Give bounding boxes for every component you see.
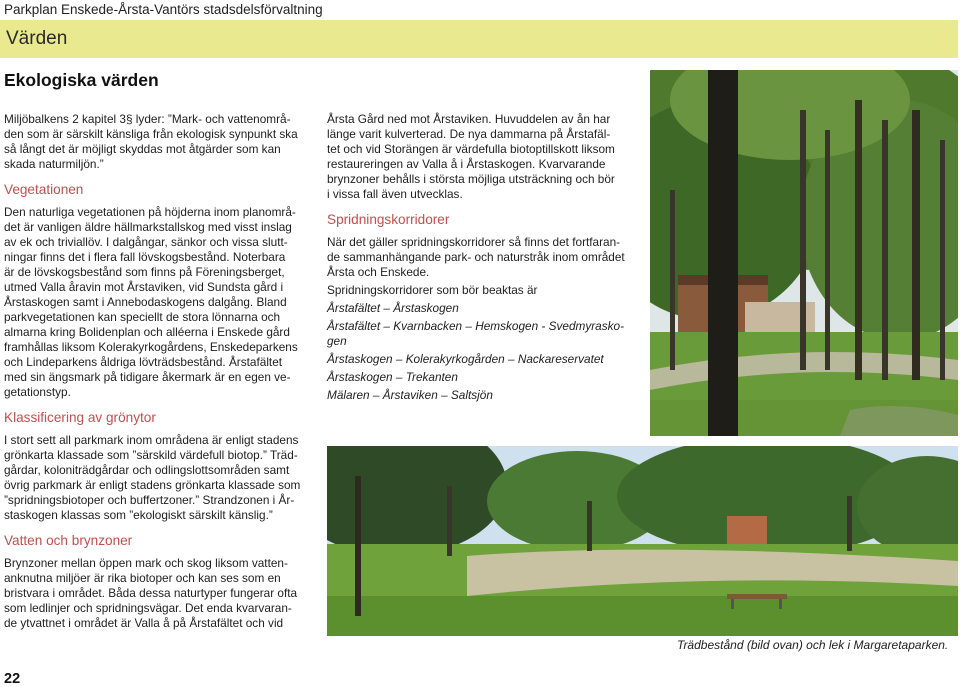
corridor-item: Mälaren – Årstaviken – Saltsjön bbox=[327, 388, 493, 402]
corridor-item: Årstafältet – Kvarnbacken – Hemskogen - Svedmyrasko- bbox=[327, 319, 625, 333]
text-line: länge varit kulverterad. De nya dammarna på Årstafäl- bbox=[327, 127, 611, 141]
text-line: gårdar, koloniträdgårdar och odlingslottsområden samt bbox=[4, 463, 290, 477]
text-line: ningar finns det i flera fall lövskogsbestånd. Noterbara bbox=[4, 250, 286, 264]
text-line: almarna kring Bolidenplan och alléerna i Enskede gård bbox=[4, 325, 290, 339]
text-line: utmed Valla åravin mot Årstaviken, vid Sundsta gård i bbox=[4, 280, 284, 294]
text-line: Brynzoner mellan öppen mark och skog liksom vatten- bbox=[4, 556, 288, 570]
section-title: Ekologiska värden bbox=[4, 70, 159, 90]
corridor-item: gen bbox=[327, 334, 347, 348]
corridor-item: Årstaskogen – Trekanten bbox=[327, 370, 458, 384]
text-line: tet och vid Storängen är värdefulla biotoptillskott liksom bbox=[327, 142, 615, 156]
text-line: av ek och triviallöv. I dalgångar, sänkor och vissa slutt- bbox=[4, 235, 288, 249]
text-line: brynzoner behålls i största möjliga utsträckning och bör bbox=[327, 172, 615, 186]
text-line: och Lindeparkens åldriga lövträdsbestånd. Årstafältet bbox=[4, 355, 283, 369]
text-line: Den naturliga vegetationen på höjderna inom planområ- bbox=[4, 205, 296, 219]
corridor-item: Årstaskogen – Kolerakyrkogården – Nackareservatet bbox=[327, 352, 604, 366]
text-line: Miljöbalkens 2 kapitel 3§ lyder: ”Mark- och vattenområ- bbox=[4, 112, 291, 126]
vegetation-paragraph bbox=[4, 205, 312, 400]
vegetation-heading: Vegetationen bbox=[4, 182, 84, 197]
text-line: Årsta och Enskede. bbox=[327, 265, 430, 279]
document-header: Parkplan Enskede-Årsta-Vantörs stadsdelsförvaltning bbox=[4, 2, 323, 17]
text-line: med sin ängsmark på tidigare åkermark är en egen ve- bbox=[4, 370, 291, 384]
corridors-paragraph bbox=[327, 235, 639, 280]
water-paragraph bbox=[4, 556, 312, 631]
corridors-list bbox=[327, 301, 639, 403]
text-line: så långt det är möjligt skyddas mot åtgärder som kan bbox=[4, 142, 281, 156]
text-line: det är vanligen äldre hällmarkstallskog med visst inslag bbox=[4, 220, 292, 234]
text-line: bristvara i området. Båda dessa naturtyper fungerar ofta bbox=[4, 586, 298, 600]
text-line: Årsta Gård ned mot Årstaviken. Huvuddelen av ån har bbox=[327, 112, 611, 126]
classification-heading: Klassificering av grönytor bbox=[4, 410, 156, 425]
chapter-band bbox=[0, 20, 958, 58]
text-line: framhållas liksom Kolerakyrkogårdens, Enskedeparkens bbox=[4, 340, 298, 354]
left-column bbox=[4, 112, 312, 631]
text-line: den som är särskilt känsliga från ekologisk synpunkt ska bbox=[4, 127, 298, 141]
text-line: ”spridningsbiotoper och buffertzoner.” Strandzonen i År- bbox=[4, 493, 295, 507]
middle-column bbox=[327, 112, 639, 403]
text-line: När det gäller spridningskorridorer så finns det fortfaran- bbox=[327, 235, 621, 249]
text-line: Årstaskogen samt i Annebodaskogens dalgång. Bland bbox=[4, 295, 287, 309]
text-line: de sammanhängande park- och naturstråk inom området bbox=[327, 250, 625, 264]
tree-stand-photo bbox=[650, 70, 958, 436]
page-number: 22 bbox=[4, 671, 21, 687]
intro-paragraph bbox=[4, 112, 312, 172]
classification-paragraph bbox=[4, 433, 312, 523]
text-line: I stort sett all parkmark inom områdena är enligt stadens bbox=[4, 433, 299, 447]
chapter-title: Värden bbox=[6, 28, 68, 49]
text-line: som ledlinjer och spridningsvägar. Det enda kvarvaran- bbox=[4, 601, 292, 615]
text-line: i vissa fall även utvecklas. bbox=[327, 187, 463, 201]
text-line: staskogen klassas som ”ekologiskt särskilt känslig.” bbox=[4, 508, 273, 522]
text-line: grönkarta klassade som ”särskild värdefull biotop.” Träd- bbox=[4, 448, 298, 462]
text-line: parkvegetationen kan speciellt de stora lönnarna och bbox=[4, 310, 281, 324]
text-line: restaureringen av Valla å i Årstaskogen. Kvarvarande bbox=[327, 157, 606, 171]
corridors-intro: Spridningskorridorer som bör beaktas är bbox=[327, 283, 538, 297]
water-heading: Vatten och brynzoner bbox=[4, 533, 133, 548]
text-line: övrig parkmark är enligt stadens grönkarta klassade som bbox=[4, 478, 301, 492]
text-line: är de lövskogsbestånd som finns på Föreningsberget, bbox=[4, 265, 285, 279]
text-line: anknutna miljöer är rika biotoper och kan ses som en bbox=[4, 571, 281, 585]
corridor-item: Årstafältet – Årstaskogen bbox=[327, 301, 459, 315]
text-line: getationstyp. bbox=[4, 385, 71, 399]
text-line: skada naturmiljön.” bbox=[4, 157, 104, 171]
margaretaparken-photo bbox=[327, 446, 958, 636]
text-line: de ytvattnet i området är Valla å på Årstafältet och vid bbox=[4, 616, 284, 630]
continued-paragraph bbox=[327, 112, 639, 202]
photo-caption: Trädbestånd (bild ovan) och lek i Margaretaparken. bbox=[677, 638, 949, 652]
corridors-heading: Spridningskorridorer bbox=[327, 212, 450, 227]
